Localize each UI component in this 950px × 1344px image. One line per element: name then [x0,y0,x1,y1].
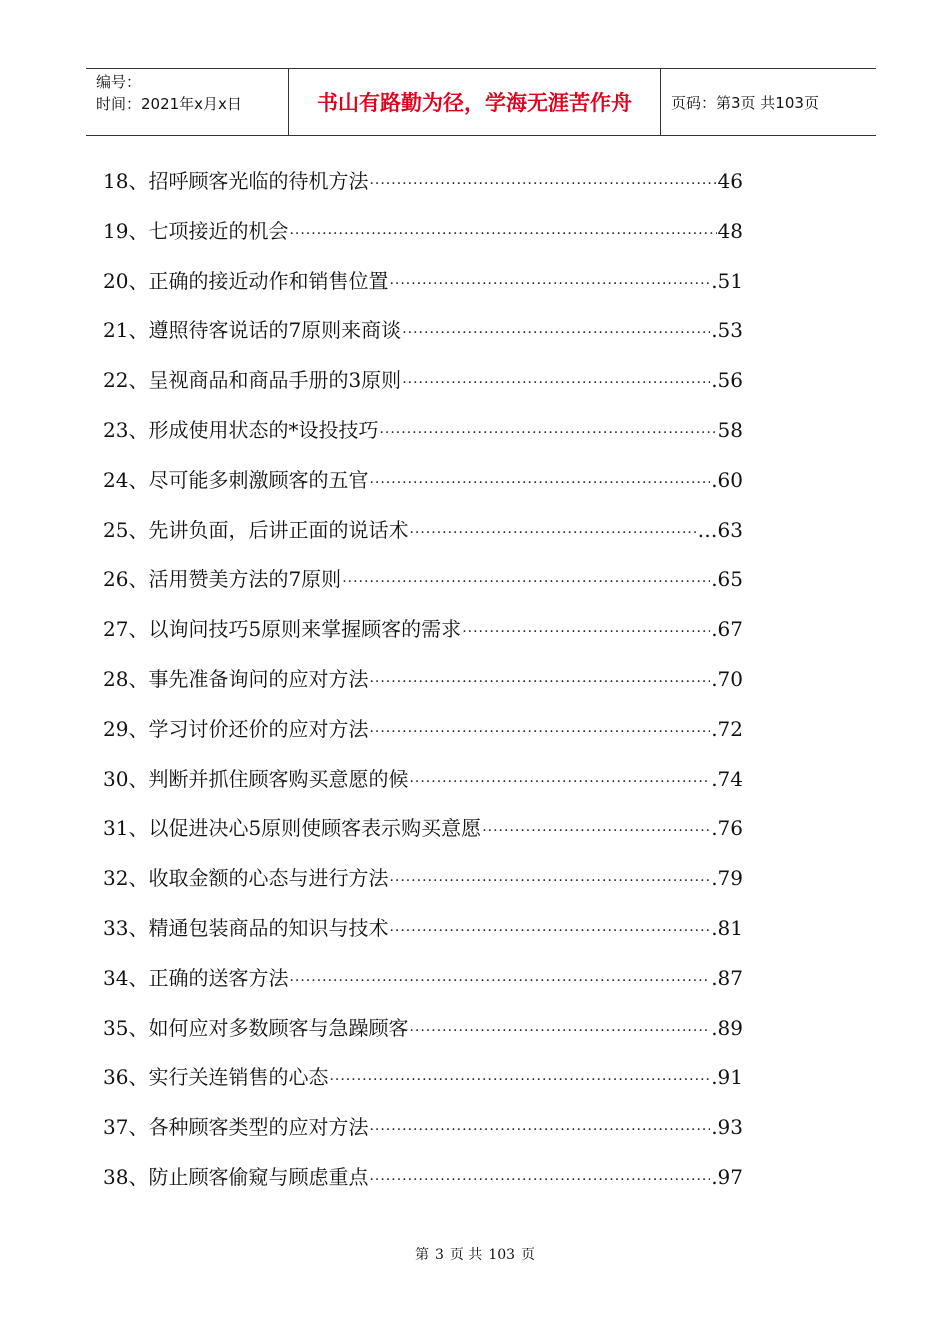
toc-entry-title: 以询问技巧5原则来掌握顾客的需求 [148,617,462,642]
toc-entry-page: .53 [711,318,743,343]
toc-entry-separator: 、 [128,368,149,393]
toc-entry[interactable] [103,663,743,713]
toc-entry-page: .89 [711,1015,743,1040]
toc-entry-number: 27 [103,617,129,642]
toc-dot-leader [409,774,710,790]
toc-entry-separator: 、 [128,567,149,592]
toc-dot-leader [389,276,710,292]
toc-entry-separator: 、 [128,915,149,940]
toc-entry[interactable] [103,962,743,1012]
toc-entry-title: 形成使用状态的*设投技巧 [148,417,379,442]
toc-entry-page: .74 [711,766,743,791]
toc-entry-page: .76 [711,816,743,841]
toc-entry-number: 18 [103,169,129,193]
toc-entry-title: 正确的送客方法 [148,965,289,990]
toc-entry-separator: 、 [128,965,149,990]
toc-entry-number: 23 [103,417,129,442]
toc-entry-separator: 、 [128,169,149,193]
page-footer [0,1244,950,1264]
toc-entry-number: 21 [103,318,129,343]
toc-entry[interactable] [103,314,743,364]
toc-dot-leader [389,923,710,939]
toc-entry-title: 判断并抓住顾客购买意愿的候 [148,766,409,791]
toc-entry[interactable] [103,1061,743,1111]
document-time-label: 时间：2021年x月x日 [96,95,242,113]
toc-dot-leader [369,724,710,740]
toc-entry-title: 防止顾客偷窥与顾虑重点 [148,1164,369,1189]
toc-dot-leader [409,525,696,541]
toc-entry-title: 招呼顾客光临的待机方法 [148,169,369,193]
header-page-info: 页码：第3页 共103页 [671,93,819,112]
toc-entry-page: .56 [711,368,743,393]
toc-entry-title: 各种顾客类型的应对方法 [148,1115,369,1140]
toc-entry[interactable] [103,1111,743,1161]
footer-total-pages: 103 [488,1247,516,1263]
toc-dot-leader [482,823,710,839]
toc-dot-leader [409,1023,710,1039]
toc-entry[interactable] [103,812,743,862]
toc-entry-page: 58 [717,417,743,442]
toc-entry-separator: 、 [128,1065,149,1090]
toc-entry-title: 以促进决心5原则使顾客表示购买意愿 [148,816,482,841]
toc-entry-page: .79 [711,866,743,891]
toc-entry-number: 34 [103,965,129,990]
toc-entry-separator: 、 [128,716,149,741]
toc-entry-page: .67 [711,617,743,642]
toc-entry-title: 先讲负面，后讲正面的说话术 [148,517,409,542]
toc-entry-title: 收取金额的心态与进行方法 [148,866,389,891]
footer-suffix: 页 [521,1247,536,1263]
toc-entry-page: 48 [717,218,743,243]
header-motto: 书山有路勤为径，学海无涯苦作舟 [288,69,661,135]
toc-dot-leader [369,475,710,491]
toc-entry-title: 学习讨价还价的应对方法 [148,716,369,741]
toc-dot-leader [289,226,716,242]
toc-entry-separator: 、 [128,467,149,492]
toc-dot-leader [402,325,710,341]
toc-entry[interactable] [103,215,743,265]
toc-entry-page: .91 [711,1065,743,1090]
toc-entry-separator: 、 [128,1115,149,1140]
toc-entry-number: 33 [103,915,129,940]
toc-entry-separator: 、 [128,816,149,841]
toc-entry-separator: 、 [128,666,149,691]
toc-entry-page: .60 [711,467,743,492]
toc-entry-number: 29 [103,716,129,741]
toc-dot-leader [389,873,710,889]
toc-entry-number: 25 [103,517,129,542]
toc-entry[interactable] [103,862,743,912]
toc-entry[interactable] [103,414,743,464]
toc-dot-leader [379,425,716,441]
toc-entry-title: 事先准备询问的应对方法 [148,666,369,691]
toc-entry-number: 24 [103,467,129,492]
toc-entry-page: .87 [711,965,743,990]
toc-dot-leader [369,674,710,690]
toc-entry[interactable] [103,763,743,813]
toc-entry-separator: 、 [128,866,149,891]
document-number-label: 编号： [96,73,142,91]
toc-entry[interactable] [103,1012,743,1062]
toc-entry-page: .93 [711,1115,743,1140]
toc-entry-page: 46 [717,169,743,193]
toc-entry[interactable] [103,364,743,414]
toc-entry-separator: 、 [128,766,149,791]
toc-entry[interactable] [103,713,743,763]
toc-entry[interactable] [103,912,743,962]
toc-entry[interactable] [103,563,743,613]
toc-entry[interactable] [103,1161,743,1211]
toc-entry-separator: 、 [128,617,149,642]
toc-entry-separator: 、 [128,417,149,442]
toc-entry-separator: 、 [128,1164,149,1189]
toc-entry-title: 呈视商品和商品手册的3原则 [148,368,402,393]
toc-entry-number: 20 [103,268,129,293]
toc-entry-page: .97 [711,1164,743,1189]
toc-entry-title: 尽可能多刺激顾客的五官 [148,467,369,492]
document-header [86,68,876,136]
footer-prefix: 第 [414,1247,429,1263]
toc-entry[interactable] [103,514,743,564]
toc-entry-title: 精通包装商品的知识与技术 [148,915,389,940]
toc-dot-leader [369,176,716,192]
footer-current-page: 3 [434,1247,444,1263]
toc-entry-separator: 、 [128,1015,149,1040]
toc-entry-page: .72 [711,716,743,741]
toc-entry[interactable] [103,165,743,215]
toc-dot-leader [402,375,710,391]
toc-entry-separator: 、 [128,517,149,542]
toc-entry-number: 26 [103,567,129,592]
toc-entry[interactable] [103,613,743,663]
toc-entry-number: 37 [103,1115,129,1140]
toc-entry-page: .65 [711,567,743,592]
toc-entry-page: .81 [711,915,743,940]
toc-entry[interactable] [103,265,743,315]
header-meta-cell [86,69,288,135]
toc-entry-number: 22 [103,368,129,393]
toc-entry-title: 实行关连销售的心态 [148,1065,329,1090]
toc-entry-separator: 、 [128,318,149,343]
toc-entry-number: 30 [103,766,129,791]
table-of-contents [103,165,743,1211]
toc-entry-page: .70 [711,666,743,691]
toc-dot-leader [329,1072,710,1088]
toc-entry-separator: 、 [128,218,149,243]
toc-dot-leader [289,973,710,989]
toc-entry-number: 35 [103,1015,129,1040]
toc-dot-leader [342,574,710,590]
toc-entry-title: 活用赞美方法的7原则 [148,567,342,592]
toc-entry-title: 七项接近的机会 [148,218,289,243]
toc-entry-number: 36 [103,1065,129,1090]
toc-entry-title: 遵照待客说话的7原则来商谈 [148,318,402,343]
toc-dot-leader [369,1172,710,1188]
toc-entry-page: .51 [711,268,743,293]
toc-entry[interactable] [103,464,743,514]
footer-mid: 页 共 [449,1247,483,1263]
toc-entry-title: 正确的接近动作和销售位置 [148,268,389,293]
toc-entry-number: 19 [103,218,129,243]
toc-entry-page: …63 [697,517,743,542]
toc-entry-separator: 、 [128,268,149,293]
toc-dot-leader [369,1122,710,1138]
toc-entry-title: 如何应对多数顾客与急躁顾客 [148,1015,409,1040]
toc-entry-number: 28 [103,666,129,691]
toc-entry-number: 32 [103,866,129,891]
toc-entry-number: 31 [103,816,129,841]
toc-entry-number: 38 [103,1164,129,1189]
toc-dot-leader [462,624,710,640]
